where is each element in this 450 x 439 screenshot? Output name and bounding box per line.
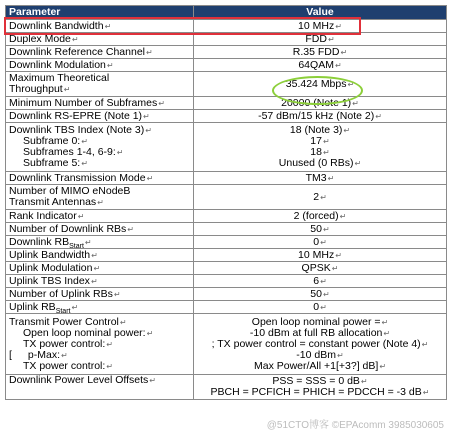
header-value: Value (194, 6, 447, 20)
arrow-icon: ↵ (327, 173, 335, 183)
table-row (6, 236, 447, 249)
arrow-icon: ↵ (158, 98, 165, 108)
parameter-table (5, 5, 447, 400)
table-row (6, 72, 447, 97)
arrow-icon: ↵ (71, 302, 79, 312)
arrow-icon: ↵ (340, 47, 348, 57)
table-row (6, 20, 447, 33)
param-cell: Downlink RS-EPRE (Note 1)↵ (6, 110, 194, 123)
param-cell: Number of Uplink RBs↵ (6, 288, 194, 301)
arrow-icon: ↵ (322, 137, 330, 146)
arrow-icon: ↵ (127, 224, 134, 234)
value-cell: TM3↵ (194, 172, 447, 185)
arrow-icon: ↵ (336, 350, 344, 360)
arrow-icon: ↵ (375, 111, 382, 121)
param-cell: Uplink Bandwidth↵ (6, 249, 194, 262)
arrow-icon: ↵ (331, 263, 339, 273)
value-cell: QPSK↵ (194, 262, 447, 275)
table-row (6, 314, 447, 375)
param-cell: Uplink TBS Index↵ (6, 275, 194, 288)
value-cell: 0↵ (194, 236, 447, 249)
arrow-icon: ↵ (143, 111, 150, 121)
value-cell: PSS = SSS = 0 dB↵ PBCH = PCFICH = PHICH = PDCCH = -3 dB↵ (194, 375, 447, 400)
arrow-icon: ↵ (347, 79, 355, 89)
value-cell: 64QAM↵ (194, 59, 447, 72)
table-row (6, 223, 447, 236)
table-row (6, 210, 447, 223)
table-row (6, 172, 447, 185)
watermark: @51CTO博客 ©EPAcomm 3985030605 (266, 420, 444, 431)
table-row (6, 123, 447, 172)
arrow-icon: ↵ (145, 126, 152, 135)
table-row (6, 97, 447, 110)
arrow-icon: ↵ (61, 350, 68, 360)
table-row (6, 375, 447, 400)
arrow-icon: ↵ (119, 317, 127, 327)
arrow-icon: ↵ (149, 376, 156, 385)
param-cell: Downlink TBS Index (Note 3)↵ Subframe 0:↵ Subframes 1-4, 6-9:↵ Subframe 5:↵ (6, 123, 194, 172)
param-cell: Downlink $RB_{Start}↵$ (6, 236, 194, 249)
arrow-icon: ↵ (104, 21, 112, 31)
arrow-icon: ↵ (91, 250, 98, 260)
arrow-icon: ↵ (116, 148, 124, 157)
arrow-icon: ↵ (352, 98, 359, 108)
param-cell: Duplex Mode↵ (6, 33, 194, 46)
value-cell: -57 dBm/15 kHz (Note 2)↵ (194, 110, 447, 123)
arrow-icon: ↵ (381, 317, 389, 327)
value-cell: 35.424 Mbps↵ (194, 72, 447, 97)
arrow-icon: ↵ (383, 328, 391, 338)
arrow-icon: ↵ (354, 159, 362, 168)
param-cell: Downlink Modulation↵ (6, 59, 194, 72)
value-cell: R.35 FDD↵ (194, 46, 447, 59)
arrow-icon: ↵ (322, 289, 330, 299)
param-cell: Downlink Power Level Offsets↵ (6, 375, 194, 400)
param-cell: Downlink Reference Channel↵ (6, 46, 194, 59)
arrow-icon: ↵ (320, 237, 327, 247)
value-cell: 10 MHz↵ (194, 20, 447, 33)
arrow-icon: ↵ (106, 361, 113, 371)
arrow-icon: ↵ (146, 47, 153, 57)
param-cell: Uplink $RB_{Start}↵$ (6, 301, 194, 314)
arrow-icon: ↵ (322, 148, 330, 157)
value-cell: 2 (forced)↵ (194, 210, 447, 223)
value-cell: 0↵ (194, 301, 447, 314)
value-cell: 20000 (Note 1)↵ (194, 97, 447, 110)
arrow-icon: ↵ (63, 85, 71, 94)
arrow-icon: ↵ (97, 198, 104, 207)
arrow-icon: ↵ (322, 224, 330, 234)
arrow-icon: ↵ (339, 211, 347, 221)
value-cell: 50↵ (194, 223, 447, 236)
arrow-icon: ↵ (81, 159, 88, 168)
param-cell: Downlink Bandwidth↵ (6, 20, 194, 33)
value-cell: 18 (Note 3)↵ 17↵ 18↵ Unused (0 RBs)↵ (194, 123, 447, 172)
table-row (6, 301, 447, 314)
arrow-icon: ↵ (113, 289, 121, 299)
arrow-icon: ↵ (84, 237, 92, 247)
arrow-icon: ↵ (81, 137, 88, 146)
arrow-icon: ↵ (106, 339, 113, 349)
arrow-icon: ↵ (146, 173, 154, 183)
arrow-icon: ↵ (360, 377, 368, 386)
value-cell: 50↵ (194, 288, 447, 301)
param-cell: Downlink Transmission Mode↵ (6, 172, 194, 185)
value-cell: 10 MHz↵ (194, 249, 447, 262)
value-cell: 6↵ (194, 275, 447, 288)
param-cell: Minimum Number of Subframes↵ (6, 97, 194, 110)
arrow-icon: ↵ (93, 263, 101, 273)
value-cell: Open loop nominal power =↵ -10 dBm at full RB allocation↵ ; TX power control = constant power (Note 4)↵ -10 dBm↵ Max Power/All +1[+3?] dB]↵ (194, 314, 447, 375)
arrow-icon: ↵ (421, 339, 429, 349)
header-parameter: Parameter (6, 6, 194, 20)
arrow-icon: ↵ (71, 34, 79, 44)
arrow-icon: ↵ (343, 126, 351, 135)
table-row (6, 185, 447, 210)
param-cell: Number of MIMO eNodeB Transmit Antennas↵ (6, 185, 194, 210)
table-row (6, 33, 447, 46)
param-cell: Uplink Modulation↵ (6, 262, 194, 275)
arrow-icon: ↵ (320, 192, 327, 202)
arrow-icon: ↵ (90, 276, 98, 286)
arrow-icon: ↵ (327, 34, 335, 44)
arrow-icon: ↵ (77, 211, 85, 221)
param-cell: Number of Downlink RBs↵ (6, 223, 194, 236)
arrow-icon: ↵ (146, 328, 154, 338)
table-row (6, 288, 447, 301)
table-row (6, 275, 447, 288)
arrow-icon: ↵ (334, 60, 342, 70)
arrow-icon: ↵ (379, 361, 387, 371)
arrow-icon: ↵ (422, 388, 430, 397)
arrow-icon: ↵ (320, 302, 327, 312)
table-row (6, 110, 447, 123)
table-row (6, 262, 447, 275)
arrow-icon: ↵ (106, 60, 114, 70)
table-row (6, 59, 447, 72)
arrow-icon: ↵ (335, 250, 342, 260)
value-cell: FDD↵ (194, 33, 447, 46)
param-cell: Rank Indicator↵ (6, 210, 194, 223)
table-header (6, 6, 447, 20)
value-cell: 2↵ (194, 185, 447, 210)
arrow-icon: ↵ (335, 21, 342, 31)
table-row (6, 46, 447, 59)
arrow-icon: ↵ (320, 276, 327, 286)
table-row (6, 249, 447, 262)
param-cell: Transmit Power Control↵ Open loop nominal power:↵ TX power control:↵ [ p-Max:↵ TX power control:↵ (6, 314, 194, 375)
param-cell: Maximum Theoretical Throughput↵ (6, 72, 194, 97)
